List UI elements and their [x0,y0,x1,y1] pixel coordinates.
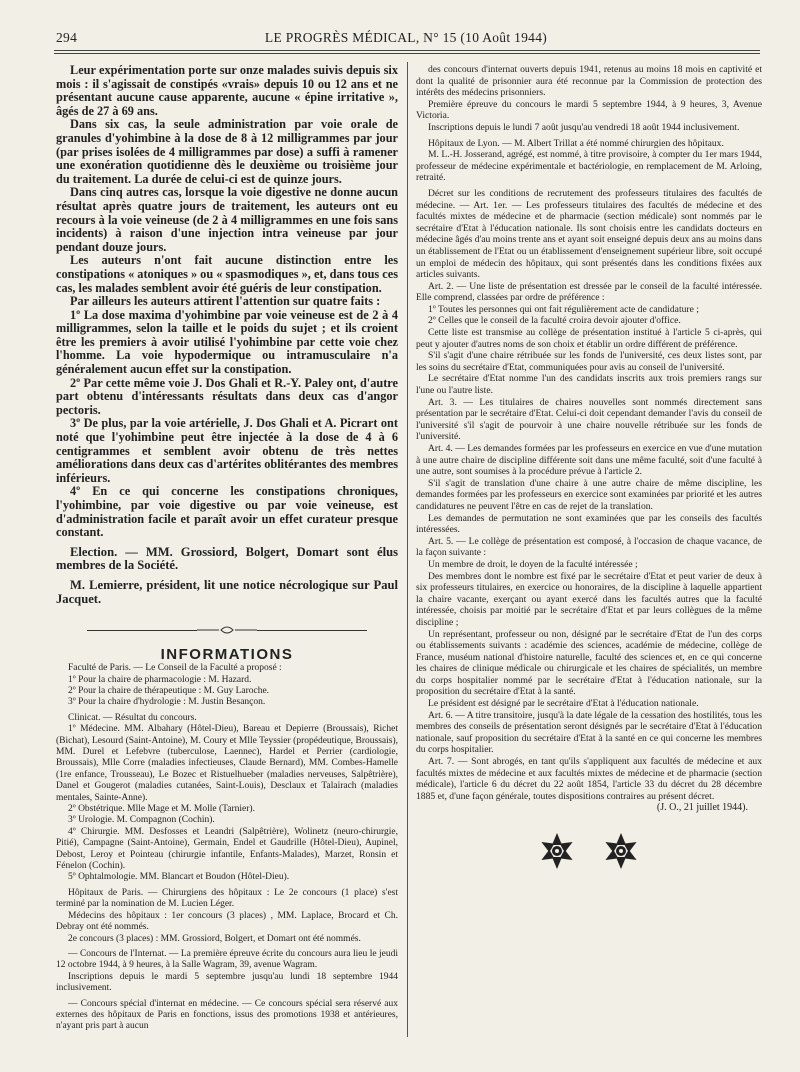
info-item: 4º Chirurgie. MM. Desfosses et Leandri (Salpêtrière), Wolinetz (neuro-chirurgie, Pitié), Campagne (Saint-Antoine), Germain, Endel et Gaudrille (Hôtel-Dieu), Aupinel, Debost, Leroy et Pointeau (chirurgie infantile, Enfants-Malades), Marzet, Ronsin et Fénelon (Cochin). [56,826,398,872]
info-item: des concours d'internat ouverts depuis 1941, retenus au moins 18 mois en captivité et dont la qualité de prisonnier aura été reconnue par la Commission de protection des intérêts des médecins prisonniers. [416,64,762,99]
info-item: Faculté de Paris. — Le Conseil de la Faculté a proposé : [68,663,282,674]
decree-paragraph: Art. 2. — Une liste de présentation est dressée par le conseil de la faculté intéressée. Elle comprend, classées par ordre de préférence : [416,280,762,304]
column-divider [407,62,408,1037]
info-item: Inscriptions depuis le mardi 5 septembre jusqu'au lundi 18 septembre 1944 inclusivement. [56,971,398,994]
info-item: 2e concours (3 places) : MM. Grossiord, Bolgert, et Domart ont été nommés. [68,933,361,944]
decree-paragraph: Des membres dont le nombre est fixé par le secrétaire d'Etat et peut varier de deux à six professeurs titulaires, en exercice ou honoraires, de la discipline à laquelle appartient la chaire vacante, exerçant ou ayant exercé dans les facultés autres que la faculté intéressée, choisis par moitié par le secrétaire d'Etat et par leurs collègues de la même discipline ; [416,570,762,628]
decree-paragraph: Décret sur les conditions de recrutement des professeurs titulaires des facultés de médecine. — Art. 1er. — Les professeurs titulaires des facultés de médecine et des facultés mixtes de médecine et de pharmacie (section médicale) sont nommés par le secrétaire d'Etat à l'éducation nationale. Ils sont choisis entre les candidats docteurs en médecine âgés d'au moins trente ans et ayant soit enseigné depuis deux ans au moins dans un établissement de l'Etat ou un établissement d'enseignement supérieur libre, soit occupé un emploi de médecin des hôpitaux, qui sont présentés dans les conditions fixées aux articles suivants. [416,187,762,281]
info-item: Clinicat. — Résultat du concours. [68,712,197,723]
decree-paragraph: 2º Celles que le conseil de la faculté croira devoir ajouter d'office. [428,315,681,327]
decree-paragraph: Cette liste est transmise au collège de présentation institué à l'article 5 ci-après, qui peut y ajouter d'autres noms de son choix et établir un ordre différent de préférence. [416,327,762,350]
decree-paragraph: Les demandes de permutation ne sont examinées que par les conseils des facultés intéressées. [416,512,762,536]
left-column [56,64,398,1033]
info-item: Première épreuve du concours le mardi 5 septembre 1944, à 9 heures, 3, Avenue Victoria. [416,98,762,122]
decree-paragraph: S'il s'agit d'une chaire rétribuée sur les fonds de l'université, ces deux listes sont, par les soins du secrétaire d'Etat, communiquées pour avis au conseil de l'université. [416,350,762,373]
info-item: 1º Médecine. MM. Albahary (Hôtel-Dieu), Bareau et Depierre (Broussais), Richet (Bichat), Lesourd (Saint-Antoine), M. Coury et Mlle Teyssier (propédeutique, Broussais), MM. Durel et Lefebvre (tuberculose, Laennec), Hardel et Perrier (cardiologie, Broussais), Mlle Corre (maladies infectieuses, Claude Bernard), MM. Combes-Hamelle (1re enfance, Trousseau), Le Bozec et Ristuelhueber (maladies nerveuses, Salpêtrière), Danel et Gougerot (maladies cutanées, Saint-Louis), Desclaux et Talairach (maladies mentales, Sainte-Anne). [56,724,398,803]
info-item: 2º Obstétrique. Mlle Mage et M. Molle (Tarnier). [68,804,255,815]
decree-paragraph: 1º Toutes les personnes qui ont fait régulièrement acte de candidature ; [428,303,699,315]
informations-heading: INFORMATIONS [160,646,294,664]
info-item: 3º Pour la chaire d'hydrologie : M. Justin Besançon. [68,697,266,708]
info-item: 5º Ophtalmologie. MM. Blancart et Boudon (Hôtel-Dieu). [68,872,290,883]
info-item: 3º Urologie. M. Compagnon (Cochin). [68,815,215,826]
page-header [56,30,756,50]
section-divider-ornament [56,624,398,636]
decree-paragraph: Le secrétaire d'Etat nomme l'un des candidats inscrits aux trois premiers rangs sur l'une ou l'autre liste. [416,373,762,397]
decree-paragraph: Un représentant, professeur ou non, désigné par le secrétaire d'Etat de l'un des corps ou établissements suivants : académie des sciences, académie de médecine, collège de France, muséum national d'histoire naturelle, faculté des sciences et, en ce qui concerne les chaires de clinique médicale ou chirurgicale et les chaires de spécialités, un membre du corps hospitalier nommé par le secrétaire d'Etat à l'éducation nationale, sur la proposition du secrétaire d'Etat à la santé. [416,628,762,698]
article-paragraph: 1º La dose maxima d'yohimbine par voie veineuse est de 2 à 4 milligrammes, selon la taille et le poids du sujet ; et ils croient être les premiers à avoir utilisé l'yohimbine par cette voie chez l'homme. La voie hypodermique ou intramusculaire n'a généralement aucun effet sur la constipation. [56,307,398,377]
info-item: Hôpitaux de Paris. — Chirurgiens des hôpitaux : Le 2e concours (1 place) s'est terminé par la nomination de M. Lucien Léger. [56,887,398,910]
info-item: M. L.-H. Josserand, agrégé, est nommé, à titre provisoire, à compter du 1er mars 1944, professeur de médecine expérimentale et bactériologie, en remplacement de M. Arloing, retraité. [416,149,762,184]
article-paragraph: Par ailleurs les auteurs attirent l'attention sur quatre faits : [70,294,381,309]
header-rule-bottom [54,53,760,54]
decree-paragraph: Le président est désigné par le secrétaire d'Etat à l'éducation nationale. [428,698,699,710]
header-rule-top [54,50,760,51]
article-paragraph: 4º En ce qui concerne les constipations chroniques, l'yohimbine, par voie digestive ou par voie veineuse, est d'administration facile et paraît avoir un effet curateur presque constant. [56,484,398,540]
lemierre-notice: M. Lemierre, président, lit une notice nécrologique sur Paul Jacquet. [56,577,398,606]
decree-paragraph: S'il s'agit de translation d'une chaire à une autre chaire de même discipline, les demandes formées par les professeurs en exercice sont examinées par priorité et les autres candidatures ne peuvent l'être en cas de rejet de la translation. [416,477,762,512]
decree-paragraph: Un membre de droit, le doyen de la faculté intéressée ; [428,558,638,570]
running-title: LE PROGRÈS MÉDICAL, N° 15 (10 Août 1944) [264,30,548,45]
article-paragraph: Dans six cas, la seule administration par voie orale de granules d'yohimbine à la dose de 8 à 12 milligrammes par jour (par prises isolées de 4 milligrammes par dose) a suffi à ramener une exonération quotidienne dès le deuxième ou troisième jour du traitement. La durée de celui-ci est de quinze jours. [56,117,398,186]
page-number: 294 [56,30,78,45]
decree-source: (J. O., 21 juillet 1944). [656,802,748,814]
info-item: 1º Pour la chaire de pharmacologie : M. Hazard. [68,674,252,685]
star-ornament-icon [601,831,641,871]
article-paragraph: Dans cinq autres cas, lorsque la voie digestive ne donne aucun résultat après quatre jours de traitement, les auteurs ont eu recours à la voie veineuse (de 2 à 4 milligrammes en une fois sans incidents) à raison d'une injection intra veineuse par jour pendant douze jours. [56,185,398,254]
election-notice: Election. — MM. Grossiord, Bolgert, Domart sont élus membres de la Société. [56,544,398,573]
article-paragraph: 2º Par cette même voie J. Dos Ghali et R.-Y. Paley ont, d'autre part obtenu d'intéressants résultats dans deux cas d'angor pectoris. [56,375,398,417]
flourish-icon [197,624,257,636]
article-paragraph: Les auteurs n'ont fait aucune distinction entre les constipations « atoniques » ou « spasmodiques », et, dans tous ces cas, les malades semblent avoir été guéris de leur constipation. [56,253,398,295]
right-column [416,64,762,871]
decree-paragraph: Art. 6. — A titre transitoire, jusqu'à la date légale de la cessation des hostilités, tous les membres des conseils de présentation seront désignés par le secrétaire d'Etat à l'éducation nationale, sauf proposition du secrétaire d'Etat à la santé en ce qui concerne les membres du corps hospitalier. [416,709,762,756]
decree-paragraph: Art. 7. — Sont abrogés, en tant qu'ils s'appliquent aux facultés de médecine et aux facultés mixtes de médecine et aux facultés mixtes de médecine et de pharmacie (section médicale), l'article 6 du décret du 22 août 1854, l'article 33 du décret du 28 décembre 1885 et, d'une façon générale, toutes dispositions contraires au présent décret. [416,756,762,802]
article-paragraph: Leur expérimentation porte sur onze malades suivis depuis six mois : il s'agissait de constipés «vrais» depuis 10 ou 12 ans et ne présentant aucune cause apparente, aucune « épine irritative », âgés de 27 à 69 ans. [56,63,398,118]
decree-paragraph: Art. 3. — Les titulaires de chaires nouvelles sont nommés directement sans présentation par le secrétaire d'Etat. Celui-ci doit cependant demander l'avis du conseil de l'université s'il s'agit de pourvoir à une chaire nouvelle rétribuée sur les fonds de l'université. [416,396,762,443]
end-ornaments [416,831,762,871]
star-ornament-icon [537,831,577,871]
decree-paragraph: Art. 5. — Le collège de présentation est composé, à l'occasion de chaque vacance, de la façon suivante : [416,535,762,559]
info-item: — Concours spécial d'internat en médecine. — Ce concours spécial sera réservé aux externes des hôpitaux de Paris en fonctions, issus des promotions 1938 et antérieures, n'ayant pris part à aucun [56,998,398,1032]
info-item: Hôpitaux de Lyon. — M. Albert Trillat a été nommé chirurgien des hôpitaux. [428,137,724,149]
info-item: 2º Pour la chaire de thérapeutique : M. Guy Laroche. [68,685,270,696]
info-item: Médecins des hôpitaux : 1er concours (3 places) , MM. Laplace, Brocard et Ch. Debray ont été nommés. [56,910,398,933]
decree-paragraph: Art. 4. — Les demandes formées par les professeurs en exercice en vue d'une mutation à une autre chaire de discipline différente soit dans une même faculté, soit d'une faculté à une autre, sont soumises à la procédure prévue à l'article 2. [416,443,762,478]
article-paragraph: 3º De plus, par la voie artérielle, J. Dos Ghali et A. Picrart ont noté que l'yohimbine peut être injectée à la dose de 4 à 6 centigrammes et semblent avoir obtenu de très nettes améliorations dans deux cas d'artérites oblitérantes des membres inférieurs. [56,416,398,485]
info-item: — Concours de l'Internat. — La première épreuve écrite du concours aura lieu le jeudi 12 octobre 1944, à 9 heures, à la Salle Wagram, 39, avenue Wagram. [56,948,398,971]
info-item: Inscriptions depuis le lundi 7 août jusqu'au vendredi 18 août 1944 inclusivement. [428,121,740,133]
